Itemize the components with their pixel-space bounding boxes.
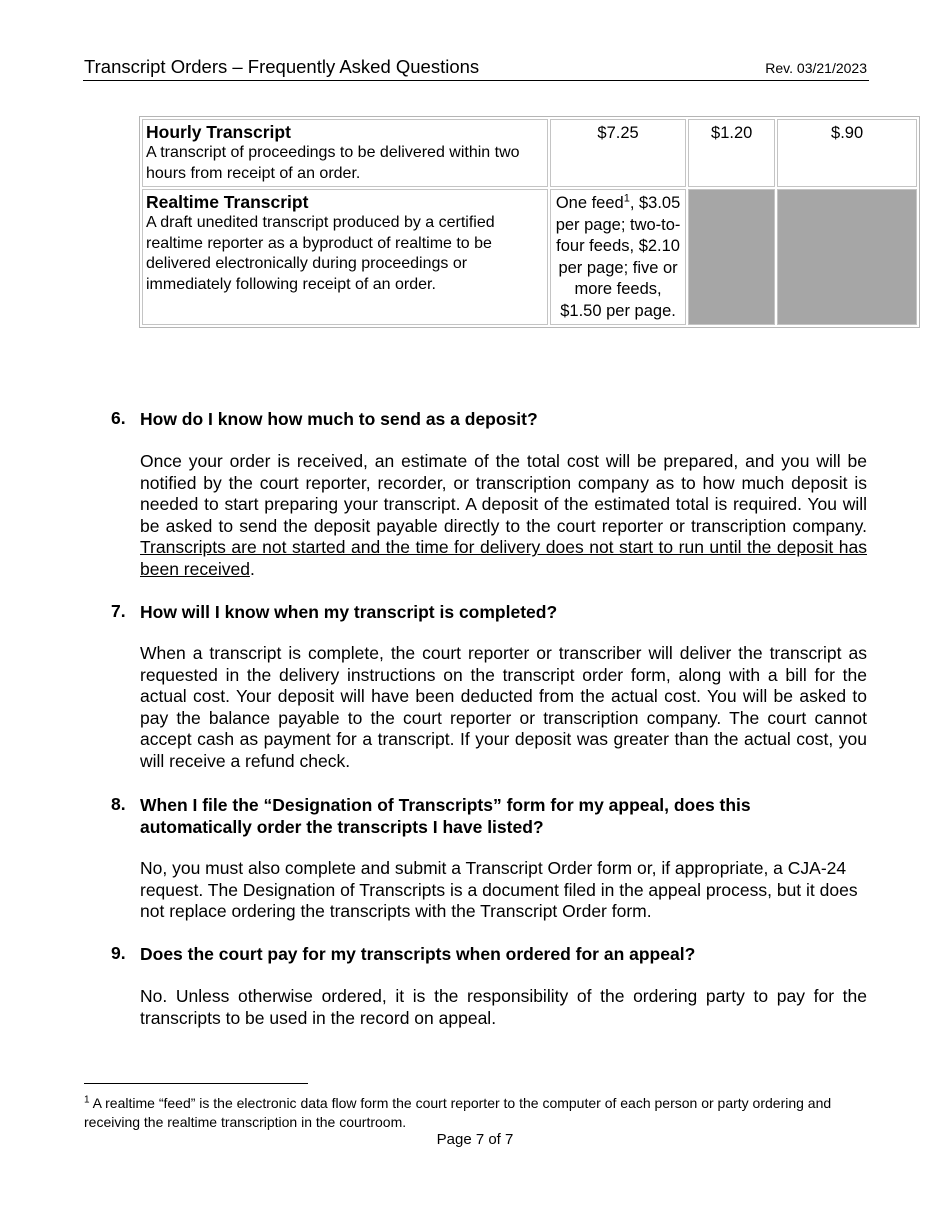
question-heading: When I file the “Designation of Transcripts” form for my appeal, does this automatically order the transcripts I have listed? (140, 795, 751, 837)
document-title: Transcript Orders – Frequently Asked Questions (84, 56, 480, 77)
footnote-reference: 1 (623, 192, 630, 205)
table-cell-price: $1.20 (688, 119, 775, 187)
table-cell-shaded (777, 189, 917, 325)
question-number: 6. (111, 408, 126, 428)
answer-text: Once your order is received, an estimate of the total cost will be prepared, and you will be notified by the court reporter, recorder, or transcription company as to how much deposit is needed to start preparing your transcript. A deposit of the estimated total is required. You will be asked to send the deposit payable directly to the court reporter or transcription company. (140, 451, 867, 536)
question-number: 9. (111, 943, 126, 963)
row-description: A transcript of proceedings to be delivered within two hours from receipt of an order. (146, 144, 520, 182)
table-row (142, 119, 917, 187)
table-cell-description (142, 119, 548, 187)
row-title: Hourly Transcript (146, 122, 291, 142)
table-cell-price: $.90 (777, 119, 917, 187)
fee-table (139, 116, 920, 328)
table-cell-price (550, 189, 686, 325)
row-title: Realtime Transcript (146, 192, 309, 212)
table-cell-description (142, 189, 548, 325)
price-lead: One feed (555, 194, 624, 212)
row-description: A draft unedited transcript produced by a certified realtime reporter as a byproduct of realtime to be delivered electronically during proceedings or immediately following receipt of an order. (146, 214, 495, 293)
answer-paragraph: No, you must also complete and submit a Transcript Order form or, if appropriate, a CJA-24 request. The Designation of Transcripts is a document filed in the appeal process, but it does not replace ordering the transcripts with the Transcript Order form. (140, 858, 858, 922)
page-number: Page 7 of 7 (436, 1131, 514, 1148)
revision-date: Rev. 03/21/2023 (765, 60, 867, 76)
table-cell-shaded (688, 189, 775, 325)
price-detail: , $3.05 per page; two-to-four feeds, $2.10 per page; five or more feeds, $1.50 per page. (555, 194, 681, 320)
answer-paragraph: No. Unless otherwise ordered, it is the responsibility of the ordering party to pay for the transcripts to be used in the record on appeal. (140, 986, 867, 1028)
table-cell-price: $7.25 (550, 119, 686, 187)
header-divider (83, 80, 869, 81)
answer-text-end: . (249, 558, 255, 579)
question-heading: Does the court pay for my transcripts when ordered for an appeal? (140, 944, 696, 964)
footnote-text: A realtime “feed” is the electronic data flow form the court reporter to the computer of each person or party ordering and receiving the realtime transcription in the courtroom. (84, 1095, 832, 1130)
footnote (84, 1094, 870, 1132)
answer-paragraph (140, 451, 867, 581)
question-number: 7. (111, 601, 126, 621)
footnote-marker: 1 (84, 1094, 90, 1106)
footnote-divider (84, 1083, 308, 1084)
question-heading: How do I know how much to send as a deposit? (140, 409, 538, 429)
question-heading: How will I know when my transcript is completed? (140, 602, 558, 622)
question-number: 8. (111, 794, 126, 814)
answer-underlined-text: Transcripts are not started and the time for delivery does not start to run until the deposit has been received (140, 537, 867, 579)
table-row (142, 189, 917, 325)
answer-paragraph: When a transcript is complete, the court reporter or transcriber will deliver the transcript as requested in the delivery instructions on the transcript order form, along with a bill for the actual cost. Your deposit will have been deducted from the actual cost. You will be asked to pay the balance payable to the court reporter or transcription company. The court cannot accept cash as payment for a transcript. If your deposit was greater than the actual cost, you will receive a refund check. (140, 643, 867, 771)
